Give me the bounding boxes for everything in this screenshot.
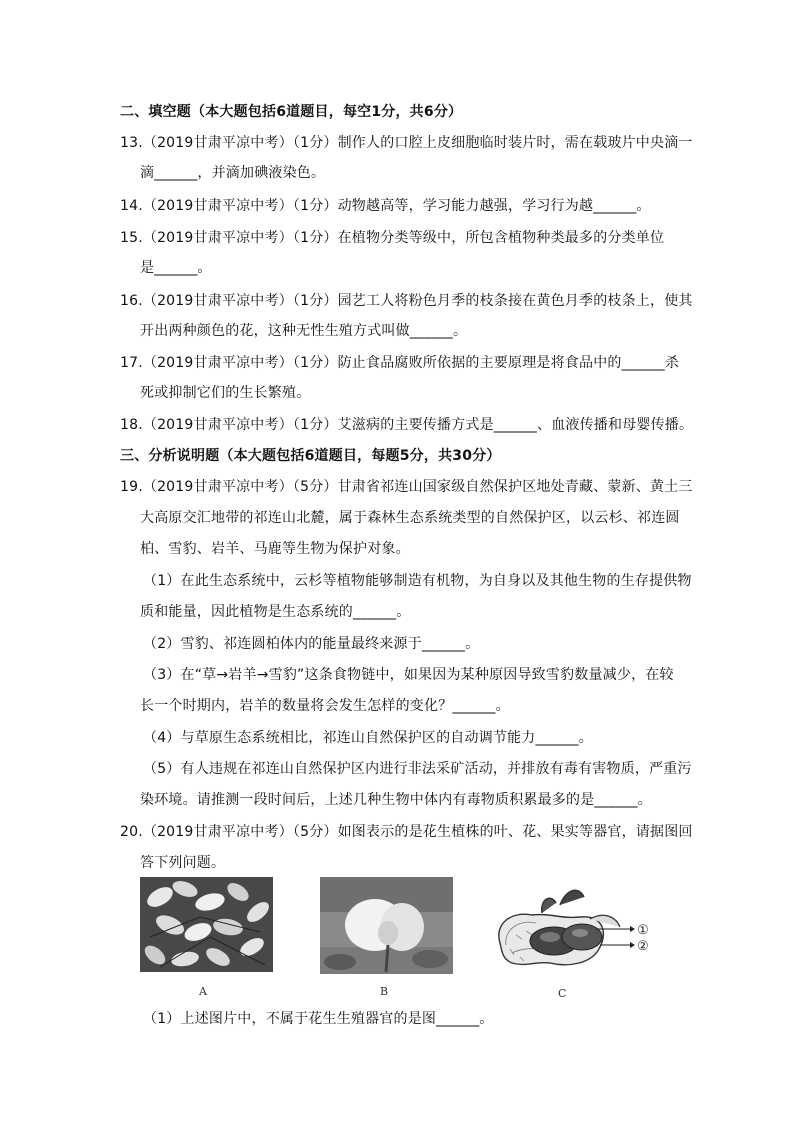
figure-b-peanut-flower [320, 877, 453, 974]
peanut-leaves-image [140, 877, 273, 972]
question-19-part-5-line-2: 染环境。请推测一段时间后，上述几种生物中体内有毒物质积累最多的是______。 [140, 792, 652, 808]
section-3-heading: 三、分析说明题（本大题包括6道题目，每题5分，共30分） [120, 448, 501, 464]
question-20-part-1: （1）上述图片中，不属于花生生殖器官的是图______。 [143, 1011, 494, 1027]
question-19-stem-line-3: 柏、雪豹、岩羊、马鹿等生物为保护对象。 [140, 541, 410, 557]
question-13-line-2: 滴______，并滴加碘液染色。 [140, 165, 326, 181]
question-19-part-5-line-1: （5）有人违规在祁连山自然保护区内进行非法采矿活动，并排放有毒有害物质，严重污 [143, 761, 692, 777]
question-17-line-1: 17.（2019甘肃平凉中考）（1分）防止食品腐败所依据的主要原理是将食品中的______杀 [120, 355, 679, 371]
question-16-line-1: 16.（2019甘肃平凉中考）（1分）园艺工人将粉色月季的枝条接在黄色月季的枝条上，使其 [120, 293, 693, 309]
figure-a-label: A [199, 985, 207, 998]
question-14: 14.（2019甘肃平凉中考）（1分）动物越高等，学习能力越强，学习行为越______。 [120, 198, 651, 214]
figure-c-marker-2: ② [637, 939, 649, 954]
question-20-stem-line-2: 答下列问题。 [140, 855, 226, 871]
figure-c-peanut-fruit [492, 875, 662, 975]
section-2-heading: 二、填空题（本大题包括6道题目，每空1分，共6分） [120, 104, 463, 120]
question-19-part-1-line-1: （1）在此生态系统中，云杉等植物能够制造有机物，为自身以及其他生物的生存提供物 [143, 573, 692, 589]
question-13-line-1: 13.（2019甘肃平凉中考）（1分）制作人的口腔上皮细胞临时装片时，需在载玻片中央滴一 [120, 135, 693, 151]
question-19-part-3-line-1: （3）在“草→岩羊→雪豹”这条食物链中，如果因为某种原因导致雪豹数量减少，在较 [143, 667, 674, 683]
question-19-part-1-line-2: 质和能量，因此植物是生态系统的______。 [140, 604, 411, 620]
peanut-fruit-diagram [492, 875, 662, 975]
question-19-stem-line-1: 19.（2019甘肃平凉中考）（5分）甘肃省祁连山国家级自然保护区地处青藏、蒙新、黄土三 [120, 479, 693, 495]
question-15-line-2: 是______。 [140, 260, 212, 276]
question-16-line-2: 开出两种颜色的花，这种无性生殖方式叫做______。 [140, 323, 468, 339]
question-19-stem-line-2: 大高原交汇地带的祁连山北麓，属于森林生态系统类型的自然保护区，以云杉、祁连圆 [140, 510, 680, 526]
figure-a-peanut-leaves [140, 877, 273, 972]
question-19-part-2: （2）雪豹、祁连圆柏体内的能量最终来源于______。 [143, 636, 480, 652]
figure-c-label: C [558, 987, 567, 1000]
question-19-part-3-line-2: 长一个时期内，岩羊的数量将会发生怎样的变化？______。 [140, 698, 510, 714]
question-15-line-1: 15.（2019甘肃平凉中考）（1分）在植物分类等级中，所包含植物种类最多的分类单位 [120, 230, 665, 246]
question-18: 18.（2019甘肃平凉中考）（1分）艾滋病的主要传播方式是______、血液传播和母婴传播。 [120, 417, 694, 433]
question-20-stem-line-1: 20.（2019甘肃平凉中考）（5分）如图表示的是花生植株的叶、花、果实等器官，请据图回 [120, 824, 693, 840]
question-19-part-4: （4）与草原生态系统相比，祁连山自然保护区的自动调节能力______。 [143, 730, 593, 746]
figure-b-label: B [380, 985, 389, 998]
peanut-flower-image [320, 877, 453, 974]
question-17-line-2: 死或抑制它们的生长繁殖。 [140, 385, 311, 401]
figure-c-marker-1: ① [637, 923, 649, 938]
